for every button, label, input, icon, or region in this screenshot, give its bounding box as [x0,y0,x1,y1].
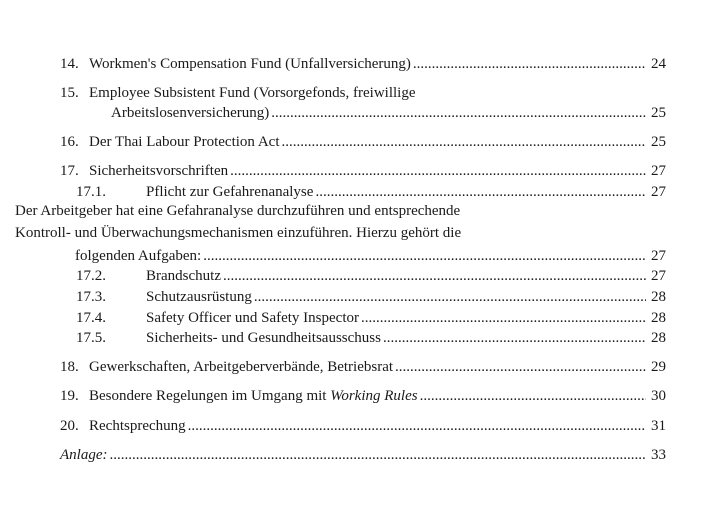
entry-number: 18. [60,359,79,375]
entry-title: Workmen's Compensation Fund (Unfallversicherung) [89,56,411,72]
entry-title-line2: Arbeitslosenversicherung) [111,105,270,121]
entry-number: 17.3. [76,289,106,305]
toc-entry-17-3[interactable] [60,287,666,307]
entry-title: Gewerkschaften, Arbeitgeberverbände, Betriebsrat [89,359,394,375]
dot-leader [271,103,646,123]
dot-leader [223,266,646,286]
toc-entry-18[interactable] [60,357,666,377]
dot-leader [361,308,646,328]
dot-leader [188,416,646,436]
entry-title: Schutzausrüstung [146,289,252,305]
dot-leader [420,386,646,406]
toc-entry-16[interactable] [60,132,666,152]
entry-title-line1: Employee Subsistent Fund (Vorsorgefonds, freiwillige [89,85,416,101]
entry-page: 24 [651,56,666,72]
entry-page: 27 [651,248,666,264]
toc-entry-17-1[interactable] [60,182,666,202]
entry-title: Anlage: [60,447,108,463]
entry-page: 25 [651,105,666,121]
dot-leader [282,132,646,152]
dot-leader [315,182,646,202]
toc-entry-17[interactable] [60,161,666,181]
toc-entry-14[interactable] [60,54,666,74]
entry-title: Pflicht zur Gefahrenanalyse [146,184,314,200]
entry-page: 28 [651,310,666,326]
entry-title: Brandschutz [146,268,221,284]
toc-entry-17-2[interactable] [60,266,666,286]
entry-page: 29 [651,359,666,375]
entry-number: 16. [60,134,79,150]
dot-leader [230,161,646,181]
dot-leader [413,54,646,74]
entry-page: 27 [651,268,666,284]
entry-number: 17.5. [76,330,106,346]
entry-number: 17.2. [76,268,106,284]
toc-entry-20[interactable] [60,416,666,436]
dot-leader [109,445,646,465]
dot-leader [383,328,646,348]
entry-page: 28 [651,330,666,346]
entry-title-italic: Working Rules [330,388,418,404]
dot-leader [203,246,646,266]
entry-page: 28 [651,289,666,305]
entry-title: Der Thai Labour Protection Act [89,134,280,150]
entry-number: 15. [60,85,79,101]
toc-entry-17-4[interactable] [60,308,666,328]
paragraph-line-1: Der Arbeitgeber hat eine Gefahranalyse durchzuführen und entsprechende [15,203,461,219]
entry-number: 17.1. [76,184,106,200]
dot-leader [254,287,646,307]
toc-entry-anlage[interactable] [60,445,666,465]
entry-title: Sicherheits- und Gesundheitsausschuss [146,330,381,346]
entry-page: 30 [651,388,666,404]
entry-number: 17. [60,163,79,179]
entry-number: 19. [60,388,79,404]
toc-entry-17-5[interactable] [60,328,666,348]
entry-title: Rechtsprechung [89,418,186,434]
paragraph-line-3: folgenden Aufgaben: [75,248,202,264]
toc-entry-paragraph[interactable] [60,246,666,266]
entry-page: 25 [651,134,666,150]
entry-page: 27 [651,163,666,179]
entry-page: 27 [651,184,666,200]
toc-entry-19[interactable] [60,386,666,406]
entry-title [89,386,418,406]
toc-entry-15[interactable] [60,83,666,123]
entry-title: Safety Officer und Safety Inspector [146,310,359,326]
entry-title-plain: Besondere Regelungen im Umgang mit [89,388,331,404]
entry-number: 14. [60,56,79,72]
dot-leader [395,357,646,377]
entry-title: Sicherheitsvorschriften [89,163,229,179]
paragraph-line-2: Kontroll- und Überwachungsmechanismen einzuführen. Hierzu gehört die [15,225,462,241]
entry-page: 33 [651,447,666,463]
entry-number: 20. [60,418,79,434]
entry-number: 17.4. [76,310,106,326]
entry-page: 31 [651,418,666,434]
